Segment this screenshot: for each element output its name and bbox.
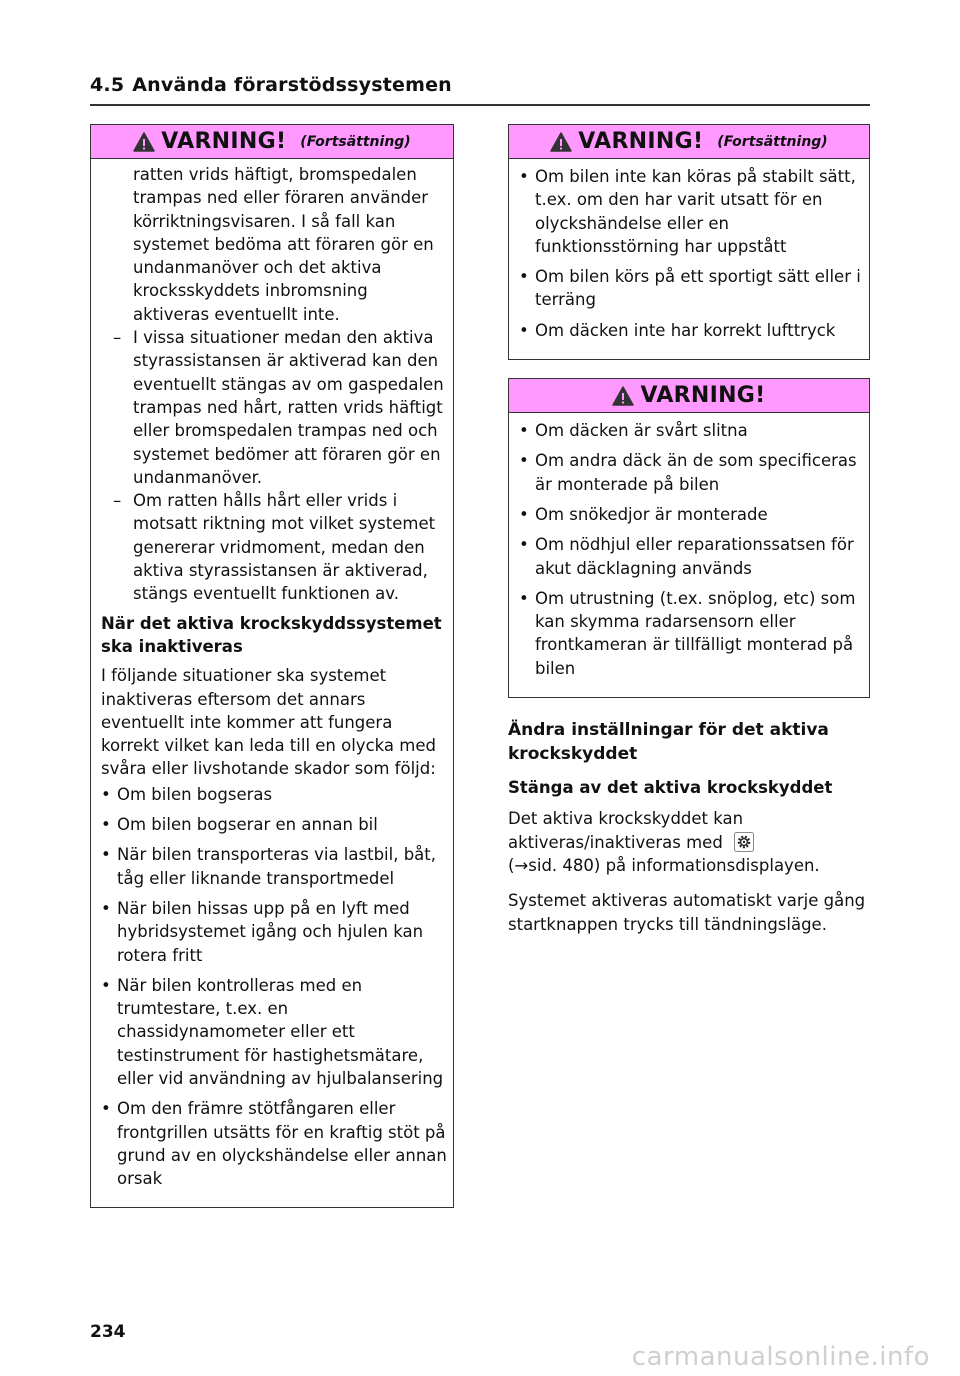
list-item (519, 165, 863, 258)
bullet-mark: • (519, 320, 529, 340)
list-item (519, 449, 863, 496)
list-item (519, 533, 863, 580)
warning-title: VARNING! (161, 129, 287, 154)
list-item (101, 843, 447, 890)
bullet-list (519, 165, 863, 342)
warning-box-right-1 (508, 124, 870, 360)
warning-box-left (90, 124, 454, 1208)
warning-box-right-2 (508, 378, 870, 698)
bullet-list (101, 783, 447, 1191)
warning-body (509, 413, 869, 697)
warning-header (91, 125, 453, 159)
list-item (101, 813, 447, 836)
page-header (90, 74, 870, 106)
section-number: 4.5 (90, 74, 125, 96)
list-item (101, 1097, 447, 1190)
settings-text-before-icon: Det aktiva krockskyddet kan aktiveras/inaktiveras med (508, 809, 744, 852)
bullet-mark: • (519, 588, 529, 608)
list-item (519, 319, 863, 342)
watermark: carmanualsonline.info (631, 1342, 930, 1372)
settings-paragraph (508, 807, 870, 877)
warning-body (509, 159, 869, 359)
dash-mark: – (113, 491, 122, 511)
warning-title: VARNING! (578, 129, 704, 154)
warning-continuation: (Fortsättning) (717, 133, 828, 150)
list-item-text: Om andra däck än de som specificeras är monterade på bilen (535, 451, 857, 494)
page-number: 234 (90, 1322, 126, 1342)
list-item-text: Om nödhjul eller reparationssatsen för akut däcklagning används (535, 535, 854, 578)
warning-header (509, 379, 869, 413)
section-title (90, 74, 452, 96)
warning-triangle-icon (612, 386, 634, 406)
bullet-mark: • (519, 504, 529, 524)
bullet-mark: • (101, 898, 111, 918)
list-item (519, 503, 863, 526)
warning-body (91, 159, 453, 1207)
bullet-mark: • (519, 451, 529, 471)
bullet-mark: • (101, 975, 111, 995)
bullet-mark: • (519, 267, 529, 287)
paragraph: I följande situationer ska systemet inaktiveras eftersom det annars eventuellt inte kommer att fungera korrekt vilket kan leda till en olycka med svåra eller livshotande skador som följd: (101, 666, 436, 779)
right-column (508, 124, 870, 936)
inactivation-section (101, 612, 447, 1191)
list-item-text: Om bilen bogserar en annan bil (117, 815, 378, 835)
list-item-text: Om utrustning (t.ex. snöplog, etc) som kan skymma radarsensorn eller frontkameran är tillfälligt monterad på bilen (535, 588, 856, 678)
subheading: När det aktiva krockskyddssystemet ska inaktiveras (101, 613, 442, 656)
warning-continuation: (Fortsättning) (300, 133, 411, 150)
list-item-text: Om bilen bogseras (117, 784, 273, 804)
list-item-text: När bilen kontrolleras med en trumtestare, t.ex. en chassidynamometer eller ett testinstrument för hastighetsmätare, eller vid användning av hjulbalansering (117, 975, 444, 1088)
list-item-text: Om däcken är svårt slitna (535, 421, 748, 441)
dash-item-text: Om ratten hålls hårt eller vrids i motsatt riktning mot vilket systemet genererar vridmoment, medan den aktiva styrassistansen är aktiverad, stängs eventuellt funktionen av. (133, 491, 436, 604)
bullet-mark: • (101, 784, 111, 804)
continued-text: ratten vrids häftigt, bromspedalen trampas ned eller föraren använder körriktningsvisaren. I så fall kan systemet bedöma att föraren gör en undanmanöver och det aktiva krocksskyddets inbromsning aktiveras eventuellt inte. (133, 165, 434, 324)
section-subheading: Stänga av det aktiva krockskyddet (508, 778, 833, 798)
dash-item (101, 326, 447, 489)
list-item-text: Om snökedjor är monterade (535, 504, 768, 524)
settings-section (508, 718, 870, 936)
section-heading: Ändra inställningar för det aktiva krockskyddet (508, 720, 829, 765)
section-title-text: Använda förarstödssystemen (132, 74, 452, 96)
warning-triangle-icon (550, 132, 572, 152)
list-item-text: När bilen transporteras via lastbil, båt, tåg eller liknande transportmedel (117, 845, 437, 888)
gear-icon (734, 832, 754, 852)
list-item-text: Om bilen inte kan köras på stabilt sätt, t.ex. om den har varit utsatt för en olyckshändelse eller en funktionsstörning har uppstått (535, 167, 856, 256)
list-item-text: Om däcken inte har korrekt lufttryck (535, 320, 836, 340)
settings-text-after-icon: (→sid. 480) på informationsdisplayen. (508, 855, 820, 875)
list-item-text: Om den främre stötfångaren eller frontgrillen utsätts för en kraftig stöt på grund av en olyckshändelse eller annan orsak (117, 1099, 447, 1189)
list-item-text: När bilen hissas upp på en lyft med hybridsystemet igång och hjulen kan rotera fritt (117, 898, 424, 965)
bullet-mark: • (101, 1099, 111, 1119)
list-item (519, 265, 863, 312)
warning-triangle-icon (133, 132, 155, 152)
dash-item (101, 489, 447, 605)
list-item (101, 974, 447, 1090)
left-column (90, 124, 454, 1208)
auto-activation-paragraph: Systemet aktiveras automatiskt varje gång startknappen trycks till tändningsläge. (508, 891, 866, 934)
bullet-mark: • (101, 815, 111, 835)
list-item (519, 587, 863, 680)
bullet-mark: • (519, 535, 529, 555)
bullet-mark: • (101, 845, 111, 865)
bullet-list (519, 419, 863, 680)
warning-header (509, 125, 869, 159)
bullet-mark: • (519, 167, 529, 186)
list-item (519, 419, 863, 442)
list-item-text: Om bilen körs på ett sportigt sätt eller i terräng (535, 267, 861, 310)
dash-item-text: I vissa situationer medan den aktiva styrassistansen är aktiverad kan den eventuellt stängas av om gaspedalen trampas ned hårt, ratten vrids häftigt eller bromspedalen trampas ned och systemet bedömer att föraren gör en undanmanöver. (133, 328, 444, 487)
list-item (101, 897, 447, 967)
list-item (101, 783, 447, 806)
bullet-mark: • (519, 421, 529, 441)
warning-title: VARNING! (640, 383, 766, 409)
dash-mark: – (113, 328, 122, 348)
